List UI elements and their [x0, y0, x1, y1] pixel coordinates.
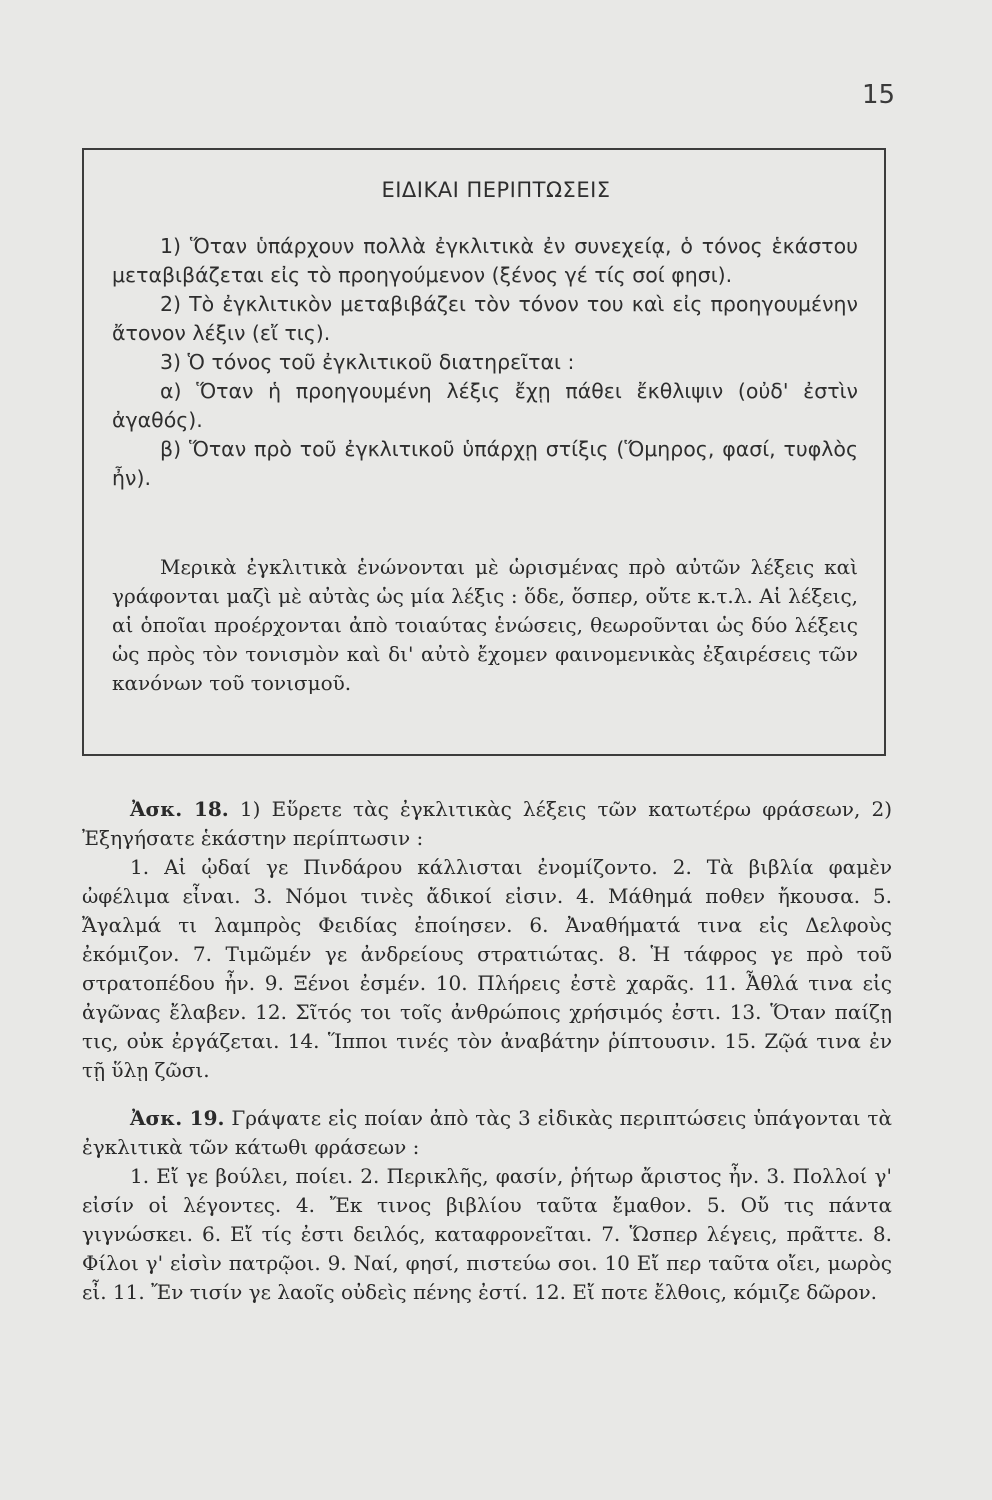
exercise-18 [82, 795, 892, 1085]
case-3-intro: 3) Ὁ τόνος τοῦ ἐγκλιτικοῦ διατηρεῖται : [160, 350, 575, 374]
special-cases-note: Μερικὰ ἐγκλιτικὰ ἑνώνονται μὲ ὡρισμένας πρὸ αὐτῶν λέξεις καὶ γράφονται μαζὶ μὲ αὐτὰς ὡς μία λέξις : ὅδε, ὅσπερ, οὔτε κ.τ.λ. Αἱ λέξεις, αἱ ὁποῖαι προέρχονται ἀπὸ τοιαύτας ἑνώσεις, θεωροῦνται ὡς δύο λέξεις ὡς πρὸς τὸν τονισμὸν καὶ δι' αὐτὸ ἔχομεν φαινομενικὰς ἐξαιρέσεις τῶν κανόνων τοῦ τονισμοῦ. [112, 555, 858, 695]
special-cases-note-block [112, 553, 858, 698]
exercise-19-items: 1. Εἴ γε βούλει, ποίει. 2. Περικλῆς, φασίν, ῥήτωρ ἄριστος ἦν. 3. Πολλοί γ' εἰσίν οἱ λέγοντες. 4. Ἔκ τινος βιβλίου ταῦτα ἔμαθον. 5. Οὔ τις πάντα γιγνώσκει. 6. Εἴ τίς ἐστι δειλός, καταφρονεῖται. 7. Ὥσπερ λέγεις, πρᾶττε. 8. Φίλοι γ' εἰσὶν πατρῷοι. 9. Ναί, φησί, πιστεύω σοι. 10 Εἴ περ ταῦτα οἴει, μωρὸς εἶ. 11. Ἔν τισίν γε λαοῖς οὐδεὶς πένης ἐστί. 12. Εἴ ποτε ἔλθοις, κόμιζε δῶρον. [82, 1164, 892, 1304]
special-cases-title: ΕΙΔΙΚΑΙ ΠΕΡΙΠΤΩΣΕΙΣ [381, 178, 611, 202]
case-2: 2) Τὸ ἐγκλιτικὸν μεταβιβάζει τὸν τόνον του καὶ εἰς προηγουμένην ἄτονον λέξιν (εἴ τις). [112, 292, 858, 345]
special-cases-list [112, 232, 858, 493]
exercise-18-items: 1. Αἱ ᾠδαί γε Πινδάρου κάλλισται ἐνομίζοντο. 2. Τὰ βιβλία φαμὲν ὠφέλιμα εἶναι. 3. Νόμοι τινὲς ἄδικοί εἰσιν. 4. Μάθημά ποθεν ἤκουσα. 5. Ἄγαλμά τι λαμπρὸς Φειδίας ἐποίησεν. 6. Ἀναθήματά τινα εἰς Δελφοὺς ἐκόμιζον. 7. Τιμῶμέν γε ἀνδρείους στρατιώτας. 8. Ἡ τάφρος γε πρὸ τοῦ στρατοπέδου ἦν. 9. Ξένοι ἐσμέν. 10. Πλήρεις ἐστὲ χαρᾶς. 11. Ἆθλά τινα εἰς ἀγῶνας ἔλαβεν. 12. Σῖτός τοι τοῖς ἀνθρώποις χρήσιμός ἐστι. 13. Ὅταν παίζῃ τις, οὐκ ἐργάζεται. 14. Ἵπποι τινές τὸν ἀναβάτην ῥίπτουσιν. 15. Ζῷά τινα ἐν τῇ ὕλῃ ζῶσι. [82, 855, 892, 1082]
case-3b: β) Ὅταν πρὸ τοῦ ἐγκλιτικοῦ ὑπάρχῃ στίξις (Ὅμηρος, φασί, τυφλὸς ἦν). [112, 437, 858, 490]
exercise-19-instruction: Γράψατε εἰς ποίαν ἀπὸ τὰς 3 εἰδικὰς περιπτώσεις ὑπάγονται τὰ ἐγκλιτικὰ τῶν κάτωθι φράσεων : [82, 1106, 893, 1159]
exercise-18-label: Ἀσκ. 18. [130, 797, 229, 821]
exercise-18-instruction: 1) Εὕρετε τὰς ἐγκλιτικὰς λέξεις τῶν κατωτέρω φράσεων, 2) Ἐξηγήσατε ἑκάστην περίπτωσιν : [82, 797, 892, 850]
case-1: 1) Ὅταν ὑπάρχουν πολλὰ ἐγκλιτικὰ ἐν συνεχείᾳ, ὁ τόνος ἑκάστου μεταβιβάζεται εἰς τὸ προηγούμενον (ξένος γέ τίς σοί φησι). [112, 234, 858, 287]
exercise-19-label: Ἀσκ. 19. [130, 1106, 225, 1130]
exercise-19 [82, 1104, 892, 1307]
page-number: 15 [862, 80, 896, 110]
case-3a: α) Ὅταν ἡ προηγουμένη λέξις ἔχῃ πάθει ἔκθλιψιν (οὐδ' ἐστὶν ἀγαθός). [112, 379, 858, 432]
